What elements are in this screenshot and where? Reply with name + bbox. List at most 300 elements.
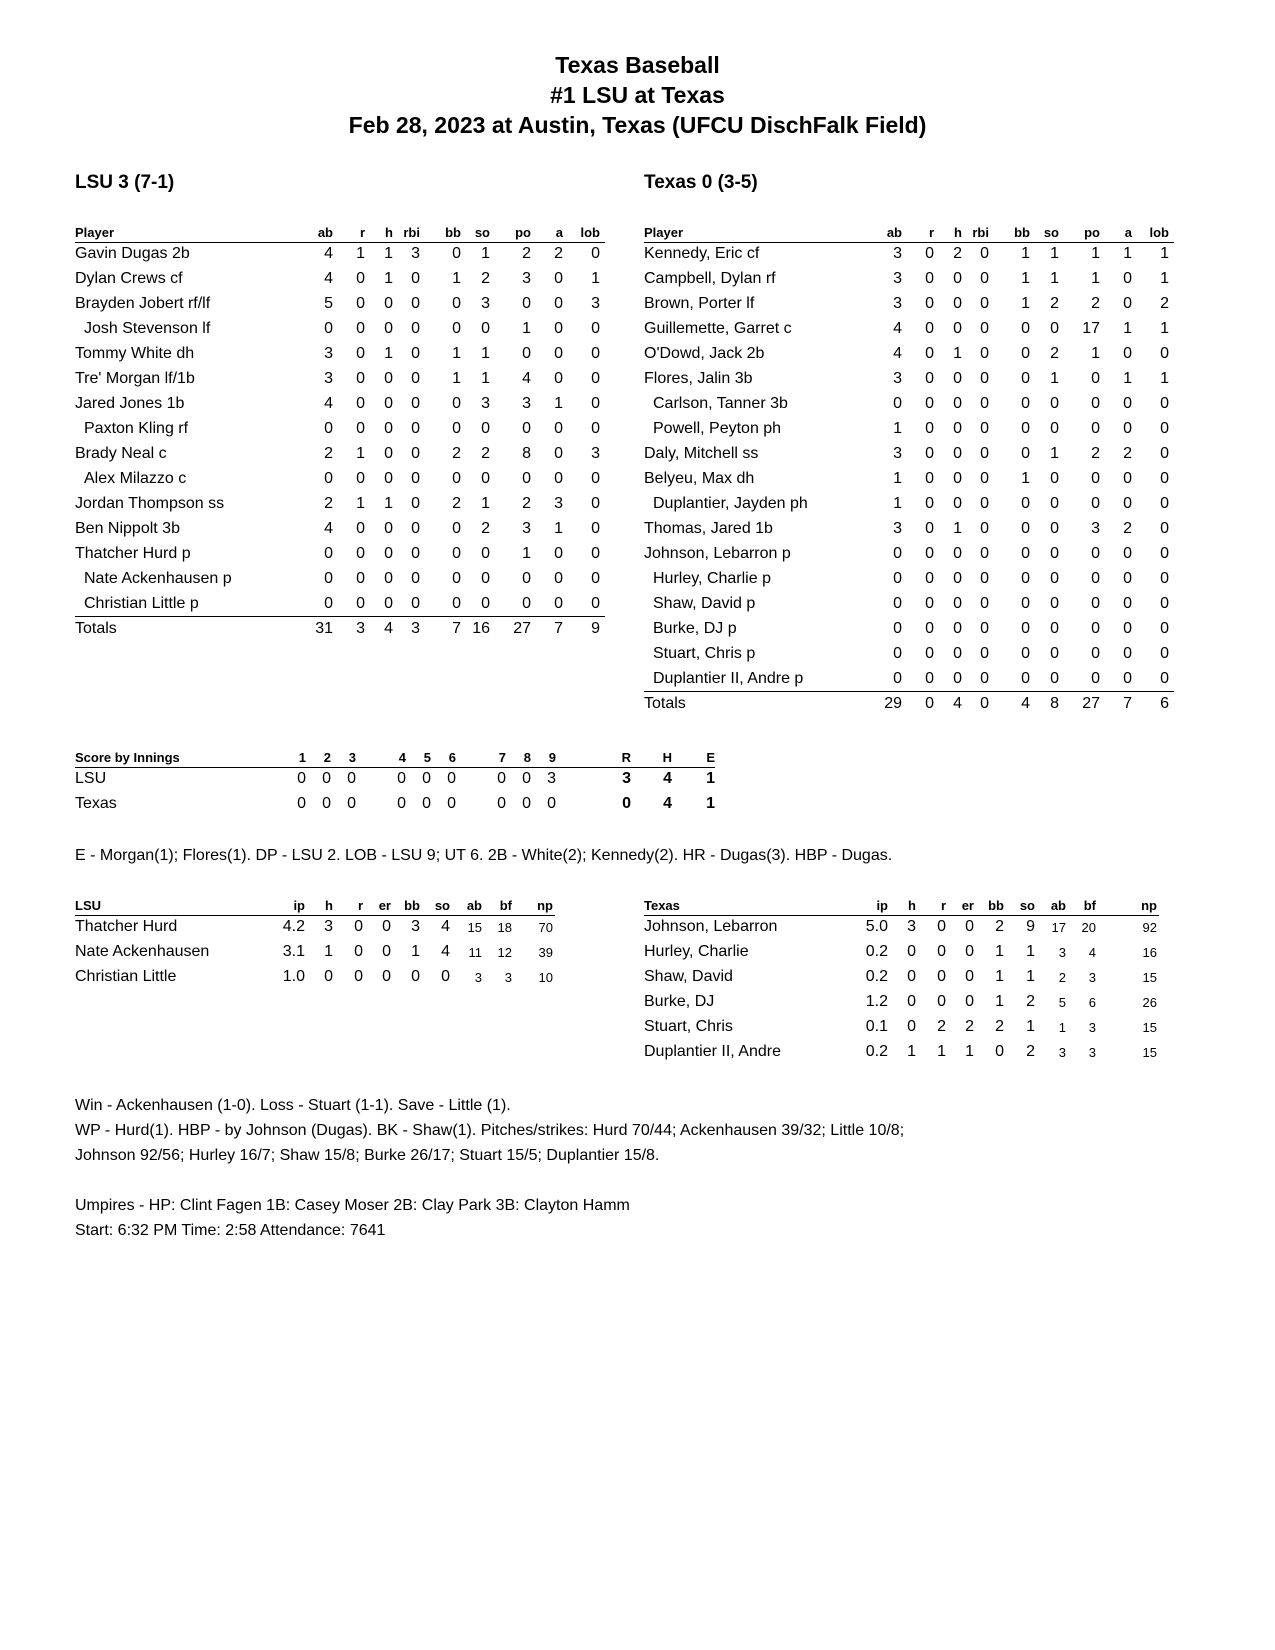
stat-cell: 1 (1026, 1018, 1035, 1035)
stat-cell: 1 (1021, 270, 1030, 287)
player-name: Kennedy, Eric cf (644, 245, 760, 262)
stat-cell: 0 (522, 770, 531, 787)
stat-cell: 0 (422, 795, 431, 812)
game-notes: E - Morgan(1); Flores(1). DP - LSU 2. LOB - LSU 9; UT 6. 2B - White(2); Kennedy(2). HR - Dugas(3). HBP - Dugas. (75, 847, 893, 864)
totals-cell: 16 (472, 620, 490, 637)
player-name: Guillemette, Garret c (644, 320, 792, 337)
stat-cell: 0 (452, 595, 461, 612)
batting-row (75, 345, 605, 370)
stat-cell: 18 (497, 920, 512, 935)
stat-cell: 1 (452, 345, 461, 362)
stat-cell: 3 (1088, 1020, 1096, 1035)
stat-cell: 3 (324, 370, 333, 387)
column-header: rbi (403, 225, 420, 240)
stat-cell: 0 (953, 445, 962, 462)
stat-cell: 0 (1021, 645, 1030, 662)
score-row (75, 795, 715, 820)
column-header: H (662, 750, 672, 765)
player-name: Thatcher Hurd p (75, 545, 191, 562)
stat-cell: 0 (384, 320, 393, 337)
stat-cell: 8 (522, 445, 531, 462)
batting-row (75, 320, 605, 345)
column-header: 5 (423, 750, 431, 765)
stat-cell: 3 (1058, 1045, 1066, 1060)
column-header: h (954, 225, 962, 240)
stat-cell: 0 (925, 295, 934, 312)
stat-cell: 0 (452, 395, 461, 412)
stat-cell: 0 (937, 918, 946, 935)
column-header: po (515, 225, 531, 240)
stat-cell: 0 (554, 470, 563, 487)
stat-cell: 0 (324, 595, 333, 612)
stat-cell: 0 (980, 645, 989, 662)
stat-cell: 3 (893, 270, 902, 287)
stat-cell: 0 (591, 370, 600, 387)
stat-cell: 2 (481, 270, 490, 287)
totals-cell: 31 (315, 620, 333, 637)
player-name: Belyeu, Max dh (644, 470, 755, 487)
player-name: Flores, Jalin 3b (644, 370, 753, 387)
batting-row (644, 345, 1174, 370)
pitching-row (75, 968, 555, 993)
stat-cell: 1 (452, 370, 461, 387)
stat-cell: 3 (893, 520, 902, 537)
stat-cell: 0 (356, 595, 365, 612)
stat-cell: 1 (1021, 295, 1030, 312)
stat-cell: 0 (980, 295, 989, 312)
player-name: Thatcher Hurd (75, 918, 178, 935)
column-header: lob (1149, 225, 1169, 240)
column-header: er (378, 898, 391, 913)
stat-cell: 0 (980, 320, 989, 337)
stat-cell: 0 (591, 570, 600, 587)
stat-cell: 0 (1021, 395, 1030, 412)
stat-cell: 1 (554, 520, 563, 537)
stat-cell: 0 (384, 595, 393, 612)
player-name: Josh Stevenson lf (84, 320, 211, 337)
stat-cell: 1 (481, 345, 490, 362)
stat-cell: 0 (384, 470, 393, 487)
totals-cell: 27 (513, 620, 531, 637)
stat-cell: 0 (452, 245, 461, 262)
stat-cell: 3 (1088, 970, 1096, 985)
stat-cell: 0 (980, 345, 989, 362)
stat-cell: 0 (481, 320, 490, 337)
stat-cell: 1 (706, 795, 715, 812)
stat-cell: 0 (925, 595, 934, 612)
batting-row (644, 570, 1174, 595)
stat-cell: 3 (522, 520, 531, 537)
stat-cell: 0 (411, 395, 420, 412)
player-name: Johnson, Lebarron p (644, 545, 791, 562)
stat-cell: 3 (893, 445, 902, 462)
stat-cell: 0 (356, 470, 365, 487)
column-header: 4 (398, 750, 406, 765)
stat-cell: 17 (1051, 920, 1066, 935)
stat-cell: 0 (324, 570, 333, 587)
stat-cell: 1 (1050, 370, 1059, 387)
totals-cell: 7 (452, 620, 461, 637)
stat-cell: 1 (1058, 1020, 1066, 1035)
stat-cell: 0 (1021, 670, 1030, 687)
stat-cell: 0 (953, 620, 962, 637)
column-header: ab (1050, 898, 1066, 913)
stat-cell: 0 (980, 370, 989, 387)
column-header: 7 (498, 750, 506, 765)
column-header: 6 (448, 750, 456, 765)
stat-cell: 0 (1123, 345, 1132, 362)
stat-cell: 1 (481, 245, 490, 262)
stat-cell: 0 (925, 245, 934, 262)
stat-cell: 1 (481, 370, 490, 387)
stat-cell: 0 (411, 420, 420, 437)
stat-cell: 0 (1021, 595, 1030, 612)
column-header: Texas (644, 898, 680, 913)
batting-row (644, 395, 1174, 420)
totals-cell: 9 (591, 620, 600, 637)
batting-row (644, 445, 1174, 470)
stat-cell: 0 (411, 968, 420, 985)
stat-cell: 0 (953, 495, 962, 512)
totals-label: Totals (644, 695, 686, 712)
stat-cell: 0 (384, 295, 393, 312)
stat-cell: 0 (1050, 620, 1059, 637)
batting-row (75, 395, 605, 420)
stat-cell: 0 (953, 395, 962, 412)
stat-cell: 3 (893, 245, 902, 262)
stat-cell: 0 (591, 495, 600, 512)
column-header: 2 (323, 750, 331, 765)
stat-cell: 0 (1021, 420, 1030, 437)
stat-cell: 0 (452, 320, 461, 337)
stat-cell: 0 (1160, 545, 1169, 562)
batting-row (644, 470, 1174, 495)
column-header: np (537, 898, 553, 913)
stat-cell: 0 (397, 770, 406, 787)
stat-cell: 0 (347, 795, 356, 812)
player-name: Hurley, Charlie (644, 943, 749, 960)
totals-cell: 4 (1021, 695, 1030, 712)
stat-cell: 0 (1091, 395, 1100, 412)
stat-cell: 4 (1088, 945, 1096, 960)
stat-cell: 0 (1123, 570, 1132, 587)
stat-cell: 2 (481, 445, 490, 462)
stat-cell: 0 (953, 370, 962, 387)
totals-cell: 0 (980, 695, 989, 712)
pitching-row (644, 968, 1159, 993)
column-header: a (555, 225, 563, 240)
stat-cell: 0 (980, 595, 989, 612)
stat-cell: 4 (324, 395, 333, 412)
pitching-row (75, 918, 555, 943)
stat-cell: 0 (554, 420, 563, 437)
stat-cell: 0 (1091, 470, 1100, 487)
stat-cell: 1 (1050, 270, 1059, 287)
stat-cell: 0 (356, 545, 365, 562)
stat-cell: 2 (1123, 445, 1132, 462)
stat-cell: 16 (1142, 945, 1157, 960)
column-header: bb (988, 898, 1004, 913)
totals-cell: 3 (411, 620, 420, 637)
stat-cell: 1 (1160, 370, 1169, 387)
stat-cell: 0 (354, 968, 363, 985)
stat-cell: 0 (965, 993, 974, 1010)
stat-cell: 1 (384, 345, 393, 362)
stat-cell: 0 (937, 943, 946, 960)
stat-cell: 0 (1091, 420, 1100, 437)
stat-cell: 0 (382, 943, 391, 960)
stat-cell: 2 (481, 520, 490, 537)
stat-cell: 0 (907, 943, 916, 960)
column-header: so (434, 898, 450, 913)
column-header: so (474, 225, 490, 240)
stat-cell: 2 (522, 245, 531, 262)
stat-cell: 0 (980, 670, 989, 687)
player-name: Texas (75, 795, 117, 812)
stat-cell: 3 (591, 445, 600, 462)
batting-row (644, 495, 1174, 520)
stat-cell: 1 (1026, 968, 1035, 985)
stat-cell: 0 (522, 595, 531, 612)
stat-cell: 0 (893, 570, 902, 587)
stat-cell: 3 (907, 918, 916, 935)
stat-cell: 2 (1091, 445, 1100, 462)
stat-cell: 4 (324, 270, 333, 287)
stat-cell: 1.2 (865, 993, 888, 1010)
stat-cell: 1 (554, 395, 563, 412)
stat-cell: 1 (1160, 245, 1169, 262)
stat-cell: 1 (1123, 320, 1132, 337)
stat-cell: 0 (925, 320, 934, 337)
stat-cell: 0 (591, 470, 600, 487)
stat-cell: 70 (538, 920, 553, 935)
stat-cell: 2 (554, 245, 563, 262)
date-location-title: Feb 28, 2023 at Austin, Texas (UFCU DischFalk Field) (348, 112, 927, 138)
column-header: Player (644, 225, 684, 240)
player-name: Paxton Kling rf (84, 420, 189, 437)
player-name: Brayden Jobert rf/lf (75, 295, 211, 312)
stat-cell: 0 (980, 245, 989, 262)
stat-cell: 0 (1123, 595, 1132, 612)
stat-cell: 0 (1160, 620, 1169, 637)
stat-cell: 3 (622, 770, 631, 787)
totals-cell: 4 (384, 620, 393, 637)
stat-cell: 0 (554, 270, 563, 287)
player-name: Christian Little p (84, 595, 199, 612)
player-name: Ben Nippolt 3b (75, 520, 180, 537)
stat-cell: 0 (980, 520, 989, 537)
stat-cell: 0 (522, 795, 531, 812)
batting-row (644, 270, 1174, 295)
umpires-line: Umpires - HP: Clint Fagen 1B: Casey Moser 2B: Clay Park 3B: Clayton Hamm (75, 1197, 630, 1214)
stat-cell: 0 (925, 470, 934, 487)
stat-cell: 0 (1050, 470, 1059, 487)
stat-cell: 0 (324, 968, 333, 985)
stat-cell: 2 (953, 245, 962, 262)
stat-cell: 1 (953, 520, 962, 537)
stat-cell: 0 (1021, 370, 1030, 387)
stat-cell: 1 (384, 495, 393, 512)
stat-cell: 10 (538, 970, 553, 985)
stat-cell: 0 (322, 795, 331, 812)
stat-cell: 0 (1091, 545, 1100, 562)
column-header: 9 (548, 750, 556, 765)
player-name: Stuart, Chris (644, 1018, 733, 1035)
batting-row (644, 595, 1174, 620)
stat-cell: 1 (907, 1043, 916, 1060)
stat-cell: 0 (356, 295, 365, 312)
stat-cell: 0 (411, 445, 420, 462)
stat-cell: 2 (965, 1018, 974, 1035)
stat-cell: 0 (411, 595, 420, 612)
stat-cell: 0 (554, 295, 563, 312)
batting-row (644, 520, 1174, 545)
stat-cell: 0 (452, 570, 461, 587)
stat-cell: 0 (1050, 395, 1059, 412)
stat-cell: 1 (591, 270, 600, 287)
column-header: h (325, 898, 333, 913)
column-header: ab (466, 898, 482, 913)
stat-cell: 0 (1123, 420, 1132, 437)
stat-cell: 4 (893, 345, 902, 362)
stat-cell: 0 (554, 370, 563, 387)
stat-cell: 2 (995, 1018, 1004, 1035)
stat-cell: 0 (297, 795, 306, 812)
stat-cell: 0 (1160, 645, 1169, 662)
stat-cell: 0 (953, 295, 962, 312)
stat-cell: 0 (1091, 645, 1100, 662)
stat-cell: 2 (1026, 1043, 1035, 1060)
stat-cell: 0 (356, 345, 365, 362)
stat-cell: 0 (1160, 470, 1169, 487)
texas-team-heading: Texas 0 (3-5) (644, 172, 758, 193)
stat-cell: 0 (893, 595, 902, 612)
stat-cell: 0 (893, 670, 902, 687)
column-header: E (706, 750, 715, 765)
stat-cell: 1 (953, 345, 962, 362)
stat-cell: 0 (447, 770, 456, 787)
stat-cell: 92 (1142, 920, 1157, 935)
stat-cell: 0 (953, 470, 962, 487)
stat-cell: 0 (347, 770, 356, 787)
stat-cell: 0 (953, 420, 962, 437)
stat-cell: 0 (937, 968, 946, 985)
stat-cell: 0 (893, 545, 902, 562)
stat-cell: 2 (1050, 295, 1059, 312)
stat-cell: 0 (384, 395, 393, 412)
matchup-title: #1 LSU at Texas (550, 82, 725, 108)
stat-cell: 0 (1021, 445, 1030, 462)
stat-cell: 1 (995, 943, 1004, 960)
stat-cell: 0 (1050, 520, 1059, 537)
batting-row (644, 545, 1174, 570)
stat-cell: 0 (953, 270, 962, 287)
column-header: bb (404, 898, 420, 913)
stat-cell: 3 (474, 970, 482, 985)
stat-cell: 0 (925, 420, 934, 437)
stat-cell: 0 (1021, 520, 1030, 537)
stat-cell: 5 (1058, 995, 1066, 1010)
stat-cell: 0 (554, 570, 563, 587)
stat-cell: 0 (522, 470, 531, 487)
stat-cell: 17 (1082, 320, 1100, 337)
stat-cell: 4 (663, 795, 672, 812)
totals-cell: 4 (953, 695, 962, 712)
batting-row (75, 370, 605, 395)
stat-cell: 0 (980, 420, 989, 437)
column-header: bb (1014, 225, 1030, 240)
stat-cell: 0 (980, 570, 989, 587)
stat-cell: 0 (965, 943, 974, 960)
stat-cell: 1 (965, 1043, 974, 1060)
report-title: Texas Baseball (555, 52, 720, 78)
stat-cell: 15 (467, 920, 482, 935)
stat-cell: 1.0 (282, 968, 305, 985)
stat-cell: 1 (522, 320, 531, 337)
stat-cell: 0 (554, 445, 563, 462)
stat-cell: 1 (893, 420, 902, 437)
totals-cell: 7 (1123, 695, 1132, 712)
stat-cell: 3 (893, 295, 902, 312)
stat-cell: 0 (1160, 570, 1169, 587)
batting-row (75, 445, 605, 470)
column-header: r (359, 225, 365, 240)
batting-row (75, 245, 605, 270)
stat-cell: 1 (356, 495, 365, 512)
player-name: Campbell, Dylan rf (644, 270, 776, 287)
stat-cell: 1 (937, 1043, 946, 1060)
stat-cell: 0 (411, 520, 420, 537)
stat-cell: 0 (591, 595, 600, 612)
batting-row (644, 320, 1174, 345)
stat-cell: 0.1 (865, 1018, 888, 1035)
stat-cell: 2 (324, 495, 333, 512)
stat-cell: 0 (1123, 395, 1132, 412)
stat-cell: 2 (995, 918, 1004, 935)
lsu-team-heading: LSU 3 (7-1) (75, 172, 175, 193)
totals-rule (75, 616, 605, 617)
stat-cell: 0 (591, 545, 600, 562)
stat-cell: 0 (384, 370, 393, 387)
stat-cell: 0 (554, 320, 563, 337)
column-header: np (1141, 898, 1157, 913)
stat-cell: 0 (411, 470, 420, 487)
player-name: Johnson, Lebarron (644, 918, 778, 935)
stat-cell: 0 (356, 320, 365, 337)
stat-cell: 0 (1123, 670, 1132, 687)
stat-cell: 1 (893, 495, 902, 512)
player-name: Burke, DJ p (653, 620, 737, 637)
stat-cell: 1 (1091, 345, 1100, 362)
stat-cell: 2 (1050, 345, 1059, 362)
pitching-row (644, 993, 1159, 1018)
stat-cell: 0 (591, 245, 600, 262)
stat-cell: 0 (1123, 545, 1132, 562)
stat-cell: 4 (893, 320, 902, 337)
column-header: h (385, 225, 393, 240)
stat-cell: 0 (1160, 595, 1169, 612)
stat-cell: 0 (925, 520, 934, 537)
batting-row (644, 420, 1174, 445)
stat-cell: 0.2 (865, 943, 888, 960)
stat-cell: 2 (452, 445, 461, 462)
stat-cell: 0 (382, 968, 391, 985)
column-header: LSU (75, 898, 101, 913)
stat-cell: 1 (1091, 270, 1100, 287)
stat-cell: 0 (411, 345, 420, 362)
stat-cell: 0 (925, 620, 934, 637)
stat-cell: 4.2 (282, 918, 305, 935)
